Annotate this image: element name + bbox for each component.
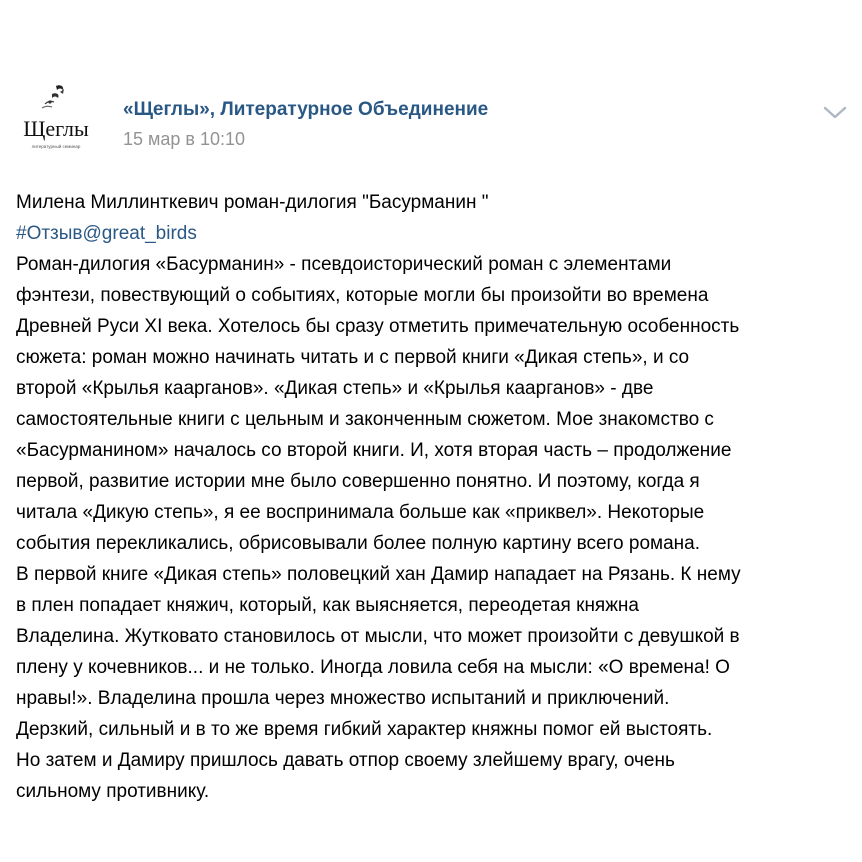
text-line: «Басурманином» началось со второй книги. И, хотя вторая часть – продолжение <box>16 440 732 461</box>
avatar-logo-text: Щеглы <box>23 116 89 141</box>
hashtag-link[interactable]: #Отзыв@great_birds <box>16 223 197 244</box>
post-title-line: Милена Миллинткевич роман-дилогия "Басурманин " <box>16 192 489 213</box>
chevron-down-icon <box>820 100 850 124</box>
post-text <box>16 187 852 807</box>
text-line: в плен попадает княжич, который, как выясняется, переодетая княжна <box>16 595 639 616</box>
text-line: события перекликались, обрисовывали более полную картину всего романа. <box>16 533 700 554</box>
text-line: нравы!». Владелина прошла через множество испытаний и приключений. <box>16 688 670 709</box>
text-line: фэнтези, повествующий о событиях, которые могли бы произойти во времена <box>16 285 709 306</box>
text-line: Владелина. Жутковато становилось от мысли, что может произойти с девушкой в <box>16 626 740 647</box>
post-date-link[interactable]: 15 мар в 10:10 <box>123 129 246 149</box>
avatar[interactable] <box>16 80 96 160</box>
text-line: второй «Крылья каарганов». «Дикая степь» и «Крылья каарганов» - две <box>16 378 654 399</box>
text-line: Дерзкий, сильный и в то же время гибкий характер княжны помог ей выстоять. <box>16 719 713 740</box>
text-line: первой, развитие истории мне было совершенно понятно. И поэтому, когда я <box>16 471 700 492</box>
text-line: плену у кочевников... и не только. Иногда ловила себя на мысли: «О времена! О <box>16 657 730 678</box>
text-line: Древней Руси XI века. Хотелось бы сразу отметить примечательную особенность <box>16 316 740 337</box>
avatar-subtitle: литературный семинар <box>31 144 81 149</box>
text-line: читала «Дикую степь», я ее воспринимала больше как «приквел». Некоторые <box>16 502 705 523</box>
text-line: Роман-дилогия «Басурманин» - псевдоисторический роман с элементами <box>16 254 672 275</box>
post-header <box>16 80 846 160</box>
author-name-link[interactable]: «Щеглы», Литературное Объединение <box>123 99 489 120</box>
post-menu-button[interactable] <box>820 100 850 124</box>
text-line: В первой книге «Дикая степь» половецкий хан Дамир нападает на Рязань. К нему <box>16 564 741 585</box>
shchegly-logo-icon <box>16 80 96 160</box>
text-line: самостоятельные книги с цельным и законченным сюжетом. Мое знакомство с <box>16 409 714 430</box>
text-line: сильному противнику. <box>16 781 210 802</box>
author-block <box>123 98 488 151</box>
text-line: сюжета: роман можно начинать читать и с первой книги «Дикая степь», и со <box>16 347 690 368</box>
text-line: Но затем и Дамиру пришлось давать отпор своему злейшему врагу, очень <box>16 750 675 771</box>
